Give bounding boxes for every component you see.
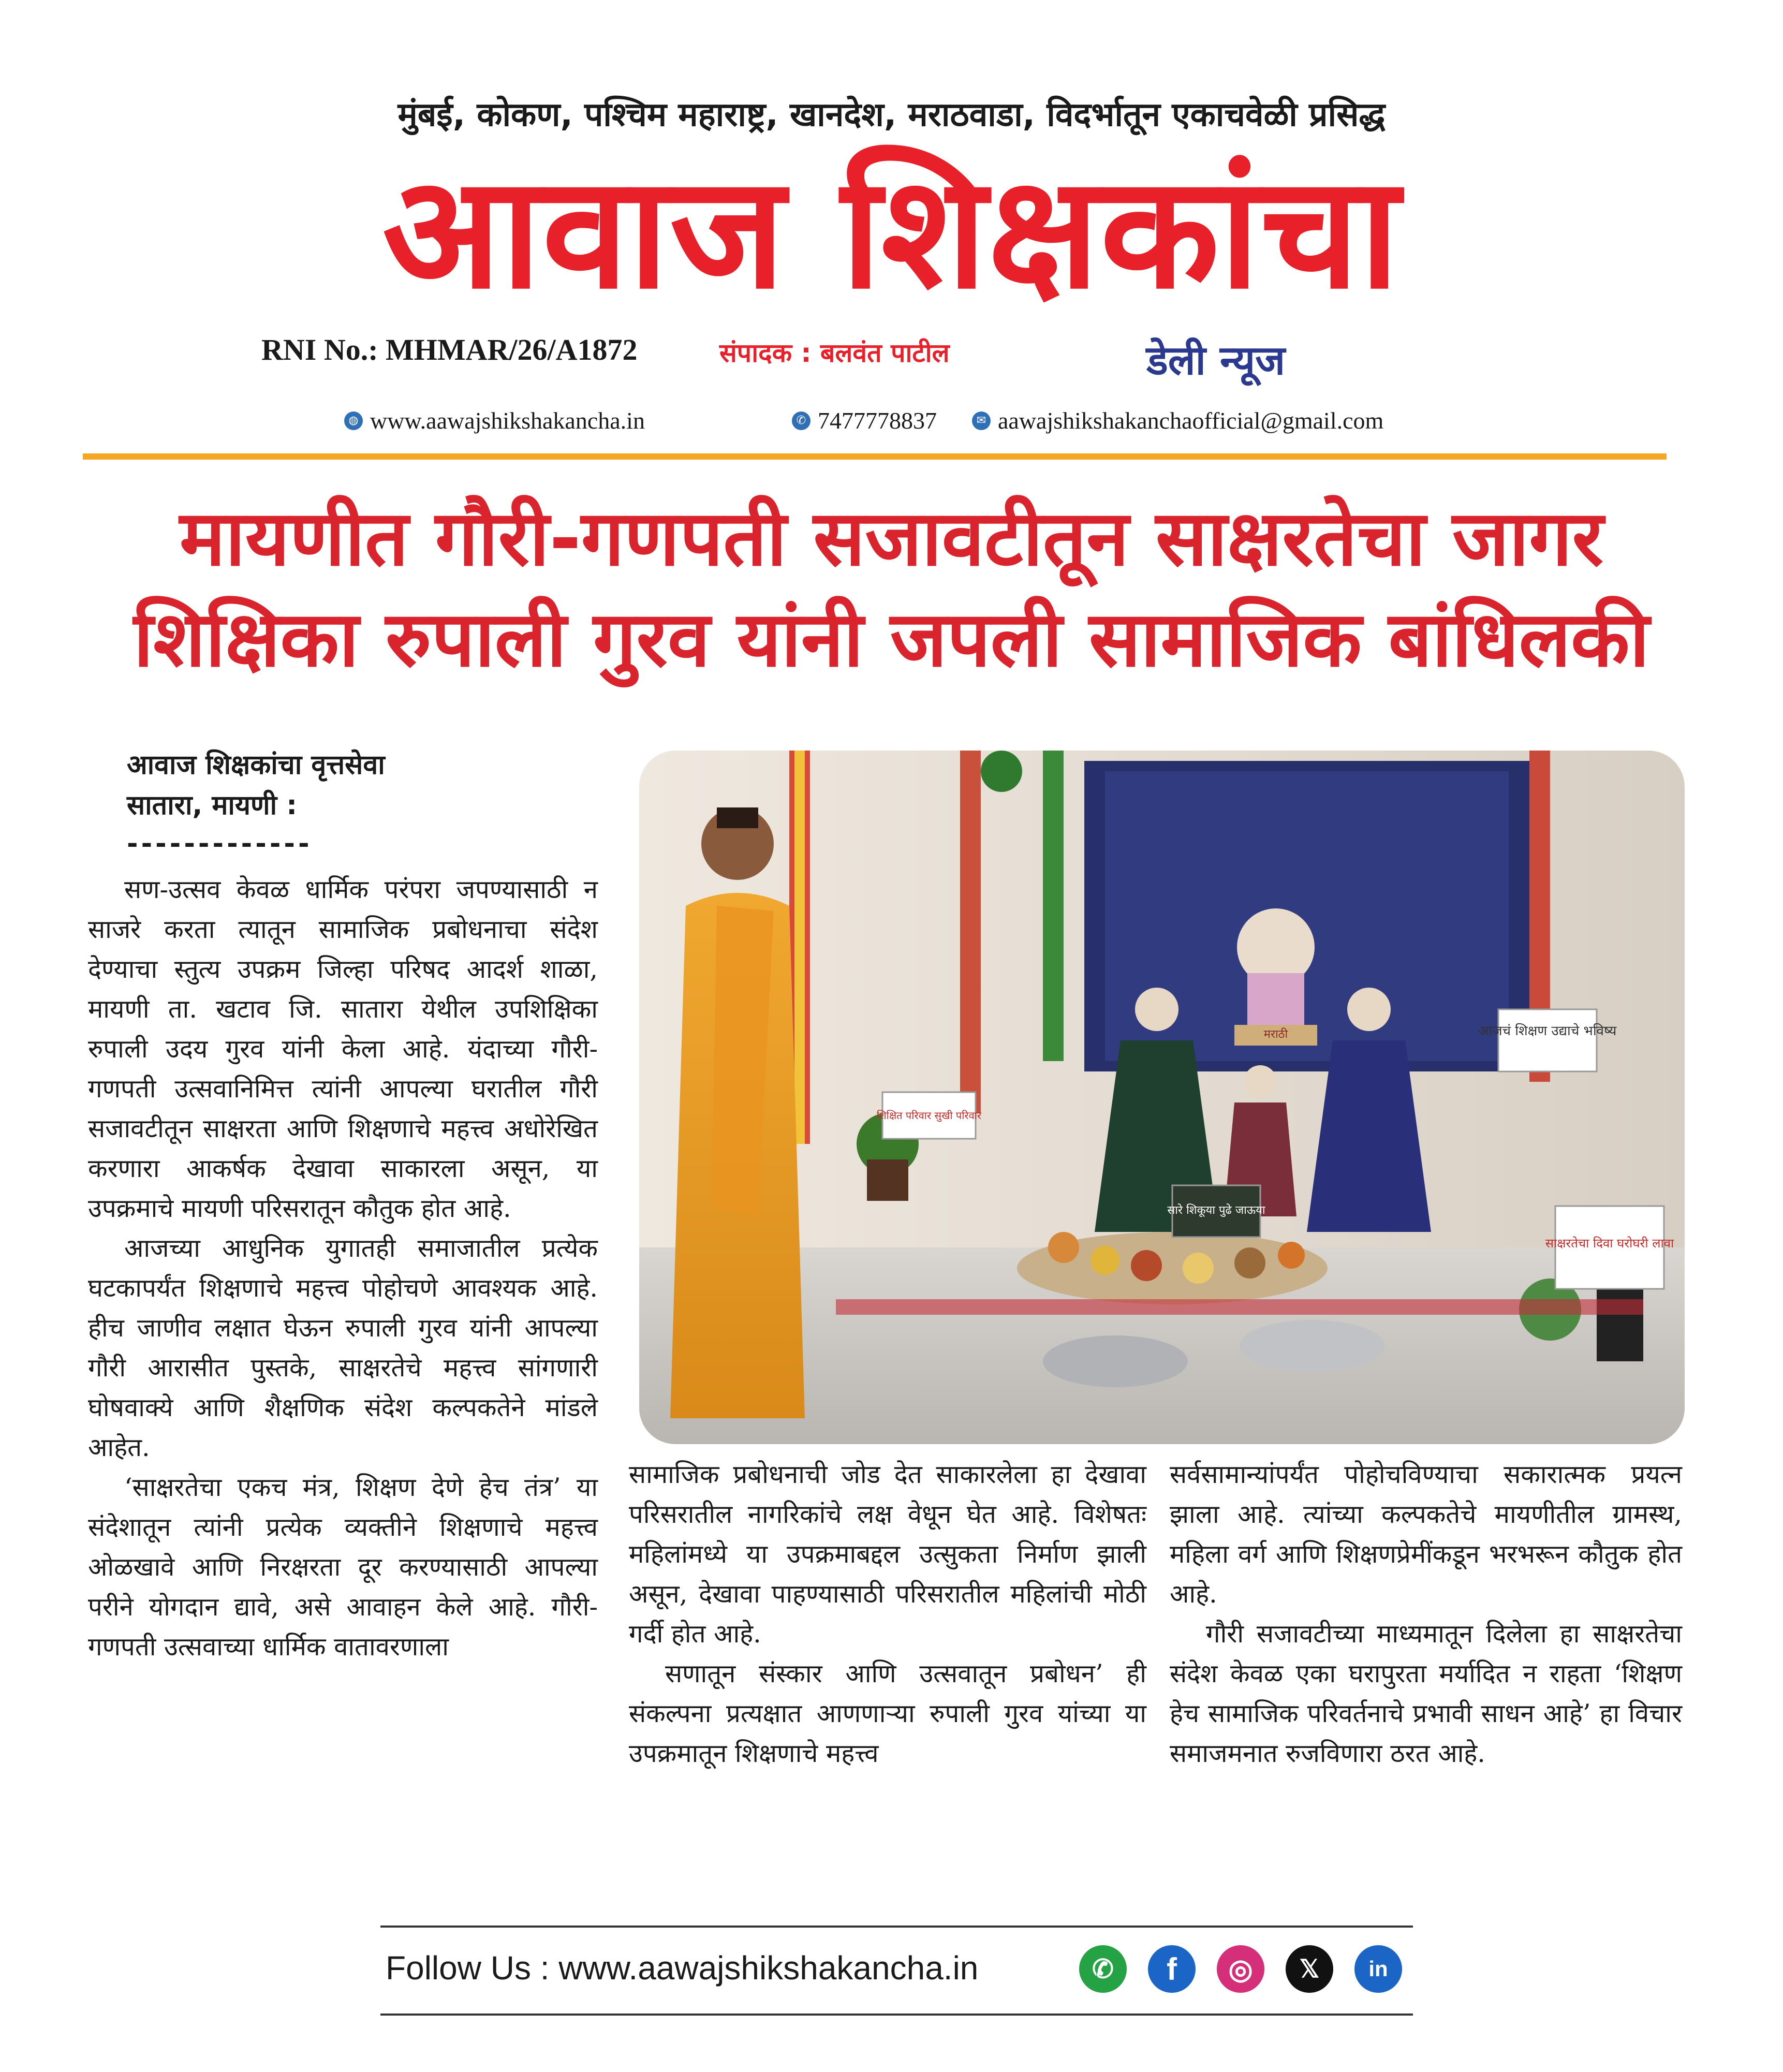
rni-number: RNI No.: MHMAR/26/A1872 [261,333,638,366]
daily-news-label: डेली न्यूज [1146,337,1286,384]
article-paragraph: गौरी सजावटीच्या माध्यमातून दिलेला हा साक्षरतेचा संदेश केवळ एका घरापुरता मर्यादित न राहता ‘शिक्षण हेच सामाजिक परिवर्तनाचे प्रभावी साधन आहे’ हा विचार समाजमनात रुजविणारा ठरत आहे. [1170,1619,1682,1768]
linkedin-icon[interactable]: in [1354,1945,1402,1993]
instagram-icon[interactable]: ◎ [1217,1945,1264,1993]
footer-bottom-rule [380,2014,1413,2016]
headline-line-1: मायणीत गौरी-गणपती सजावटीतून साक्षरतेचा जागर [179,494,1604,583]
article-column-1 [88,870,598,1667]
whatsapp-icon[interactable]: ✆ [1079,1945,1127,1993]
article-paragraph: सणातून संस्कार आणि उत्सवातून प्रबोधन’ ही संकल्पना प्रत्यक्षात आणणाऱ्या रुपाली गुरव यांच्या या उपक्रमातून शिक्षणाचे महत्त्व [629,1659,1146,1768]
follow-us-text[interactable]: Follow Us : www.aawajshikshakancha.in [386,1949,979,1987]
article-paragraph: ‘साक्षरतेचा एकच मंत्र, शिक्षण देणे हेच तंत्र’ या संदेशातून त्यांनी प्रत्येक व्यक्तीने शिक्षणाचे महत्त्व ओळखावे आणि निरक्षरता दूर करण्यासाठी आपल्या परीने योगदान द्यावे, असे आवाहन केले आहे. गौरी-गणपती उत्सवाच्या धार्मिक वातावरणाला [88,1473,598,1662]
byline-separator: ------------- [127,828,313,859]
masthead-tagline: मुंबई, कोकण, पश्चिम महाराष्ट्र, खानदेश, मराठवाडा, विदर्भातून एकाचवेळी प्रसिद्ध [397,96,1386,134]
phone-icon: ✆ [792,412,811,430]
article-paragraph: आजच्या आधुनिक युगातही समाजातील प्रत्येक घटकापर्यंत शिक्षणाचे महत्त्व पोहोचणे आवश्यक आहे. हीच जाणीव लक्षात घेऊन रुपाली गुरव यांनी आपल्या गौरी आरासीत पुस्तके, साक्षरतेचे महत्त्व सांगणारी घोषवाक्ये आणि शैक्षणिक संदेश कल्पकतेने मांडले आहेत. [88,1233,598,1462]
masthead-divider [83,453,1667,460]
news-service: आवाज शिक्षकांचा वृत्तसेवा [127,750,385,781]
sign-text-family: शिक्षित परिवार सुखी परिवार [876,1109,982,1122]
website-text: www.aawajshikshakancha.in [370,407,645,434]
article-column-2 [629,1454,1146,1773]
article-paragraph: सर्वसामान्यांपर्यंत पोहोचविण्याचा सकारात्मक प्रयत्न झाला आहे. त्यांच्या कल्पकतेचे मायणीतील ग्रामस्थ, महिला वर्ग आणि शिक्षणप्रेमींकडून भरभरून कौतुक होत आहे. [1170,1460,1682,1609]
sign-text-learn: सारे शिकूया पुढे जाऊया [1167,1204,1265,1217]
phone-contact[interactable] [792,407,937,434]
editor-name: संपादक : बलवंत पाटील [719,338,950,368]
sign-text-marathi: मराठी [1263,1028,1288,1041]
email-text: aawajshikshakanchaofficial@gmail.com [998,407,1384,434]
facebook-icon[interactable]: f [1148,1945,1196,1993]
article-paragraph: सण-उत्सव केवळ धार्मिक परंपरा जपण्यासाठी न साजरे करता त्यातून सामाजिक प्रबोधनाचा संदेश देण्याचा स्तुत्य उपक्रम जिल्हा परिषद आदर्श शाळा, मायणी ता. खटाव जि. सातारा येथील उपशिक्षिका रुपाली उदय गुरव यांनी केला आहे. यंदाच्या गौरी-गणपती उत्सवानिमित्त त्यांनी आपल्या घरातील गौरी सजावटीतून साक्षरता आणि शिक्षणाचे महत्त्व अधोरेखित करणारा आकर्षक देखावा साकारला असून, या उपक्रमाचे मायणी परिसरातून कौतुक होत आहे. [88,875,598,1223]
email-contact[interactable] [972,407,1383,434]
sign-text-literacy: साक्षरतेचा दिवा घरोघरी लावा [1545,1236,1674,1251]
footer-top-rule [380,1926,1413,1928]
globe-icon: ◍ [344,412,363,430]
dateline-place: सातारा, मायणी : [127,790,298,821]
headline-line-2: शिक्षिका रुपाली गुरव यांनी जपली सामाजिक बांधिलकी [133,595,1650,684]
x-icon[interactable]: 𝕏 [1286,1945,1333,1993]
article-column-3 [1170,1454,1682,1773]
email-icon: ✉ [972,412,991,430]
sign-text-education: आजचं शिक्षण उद्याचे भविष्य [1478,1023,1617,1039]
website-contact[interactable] [344,407,645,434]
phone-text: 7477778837 [818,407,937,434]
article-paragraph: सामाजिक प्रबोधनाची जोड देत साकारलेला हा देखावा परिसरातील नागरिकांचे लक्ष वेधून घेत आहे. विशेषतः महिलांमध्ये या उपक्रमाबद्दल उत्सुकता निर्माण झाली असून, देखावा पाहण्यासाठी परिसरातील महिलांची मोठी गर्दी होत आहे. [629,1460,1146,1649]
newspaper-title: आवाज शिक्षकांचा [382,142,1401,323]
article-photo [639,751,1685,1444]
